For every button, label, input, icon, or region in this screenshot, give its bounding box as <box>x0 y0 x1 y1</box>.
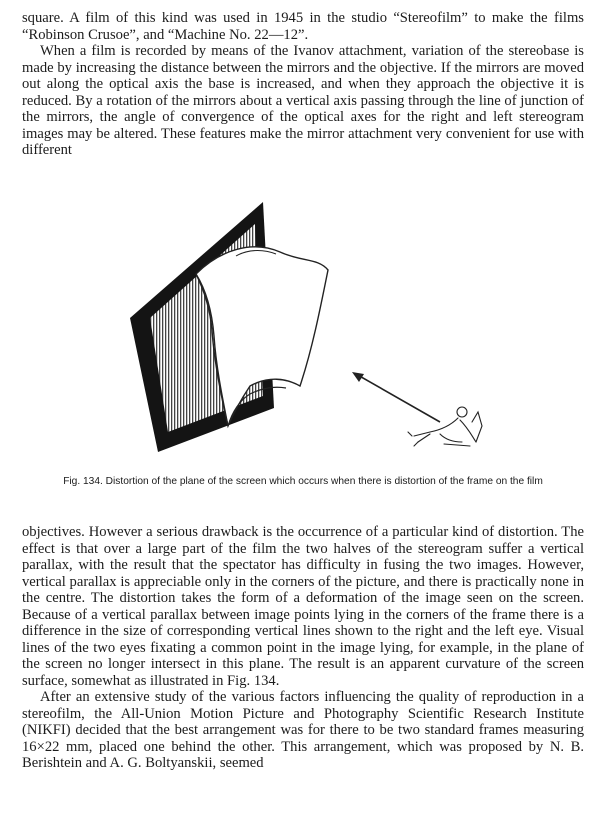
top-text-block <box>22 10 584 159</box>
figure-caption: Fig. 134. Distortion of the plane of the screen which occurs when there is distortion of the frame on the film <box>63 476 543 487</box>
paragraph: objectives. However a serious drawback is the occurrence of a particular kind of distortion. The effect is that over a large part of the film the two halves of the stereogram suffer a vertical parallax, with the result that the spectator has difficulty in fusing the two images. However, vertical parallax is appreciable only in the corners of the picture, and there is practically none in the centre. The distortion takes the form of a deformation of the image seen on the screen. Because of a vertical parallax between image points lying in the corners of the frame there is a difference in the size of corresponding vertical lines shown to the right and the left eye. Visual lines of the two eyes fixating a common point in the image lying, for example, in the plane of the screen no longer intersect in this plane. The result is an apparent curvature of the screen surface, somewhat as illustrated in Fig. 134. <box>22 524 584 689</box>
paragraph: square. A film of this kind was used in 1945 in the studio “Stereofilm” to make the films “Robinson Crusoe”, and “Machine No. 22—12”. <box>22 10 584 43</box>
spectator-figure <box>408 407 482 446</box>
paragraph: After an extensive study of the various factors influencing the quality of reproduction in a stereofilm, the All-Union Motion Picture and Photography Scientific Research Institute (NIKFI) decided that the best arrangement was for there to be two standard frames measuring 16×22 mm, placed one behind the other. This arrangement, which was proposed by N. B. Berishtein and A. G. Boltyanskii, seemed <box>22 689 584 771</box>
paragraph: When a film is recorded by means of the Ivanov attachment, variation of the stereobase is made by increasing the distance between the mirrors and the objective. If the mirrors are moved out along the optical axis the base is increased, and when they approach the objective it is reduced. By a rotation of the mirrors about a vertical axis passing through the line of junction of the mirrors, the angle of convergence of the optical axes for the right and left stereogram images may be altered. These features make the mirror attachment very convenient for use with different <box>22 43 584 158</box>
figure-134 <box>0 190 600 460</box>
line-of-sight-arrow <box>356 374 440 422</box>
bottom-text-block <box>22 524 584 772</box>
screen-distortion-illustration <box>0 190 600 460</box>
